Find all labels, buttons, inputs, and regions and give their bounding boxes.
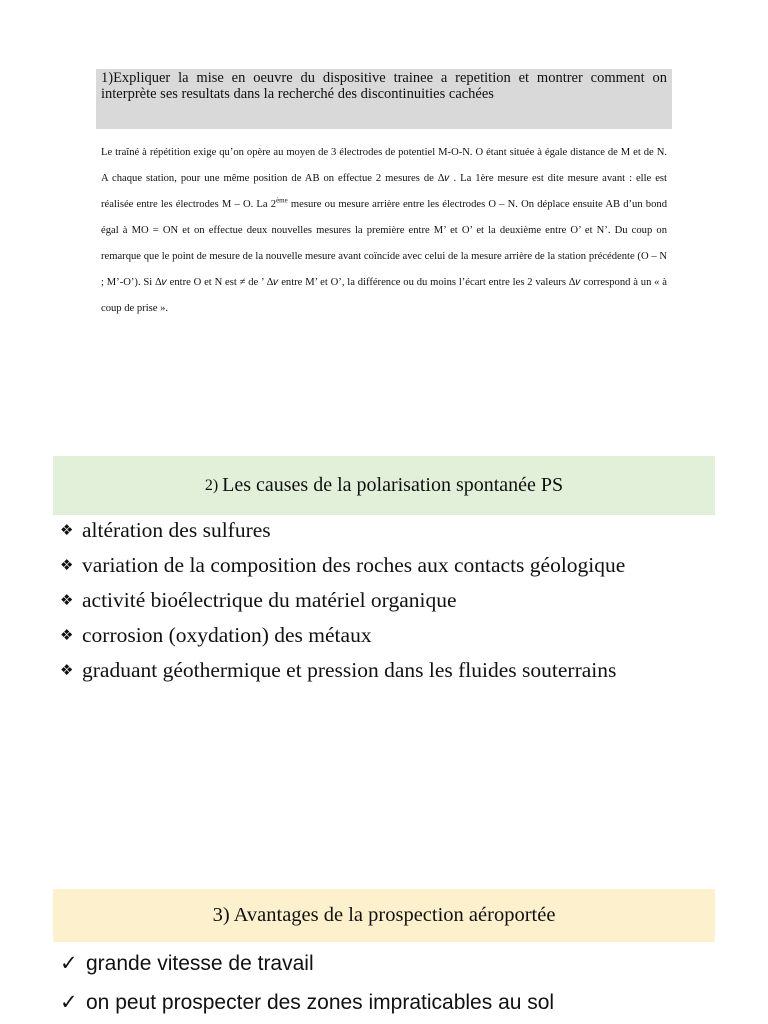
section2-title: Les causes de la polarisation spontanée PS	[222, 474, 564, 496]
diamond-bullet-icon: ❖	[60, 661, 74, 679]
section1-body-text-continued: mesure ou mesure arrière entre les électrodes O – N. On déplace ensuite AB d’un bond égal à MO = ON et on effectue deux nouvelles mesures la première entre M’ et O’ et la deuxième entre O’ et N’. Du coup on remarque que le point de mesure de la nouvelle mesure avant coïncide avec celui de la mesure arrière de la station précédente (O – N ; M’-O’). Si Δ𝑣 entre O et N est ≠ de ’ Δ𝑣 entre M’ et O’, la différence ou du moins l’écart entre les 2 valeurs Δ𝑣 correspond à un « à coup de prise ».	[101, 199, 667, 314]
list-item	[60, 551, 700, 579]
checkmark-icon: ✓	[60, 951, 78, 975]
list-item-text: activité bioélectrique du matériel organique	[82, 588, 457, 612]
list-item	[60, 983, 700, 1022]
list-item	[60, 656, 700, 684]
diamond-bullet-icon: ❖	[60, 591, 74, 609]
list-item	[60, 586, 700, 614]
section3-title: 3) Avantages de la prospection aéroportée	[212, 904, 556, 926]
list-item	[60, 944, 700, 983]
list-item-text: grande vitesse de travail	[86, 952, 314, 975]
section1-body-superscript: ème	[276, 196, 288, 205]
diamond-bullet-icon: ❖	[60, 556, 74, 574]
list-item-text: corrosion (oxydation) des métaux	[82, 623, 372, 647]
section3-heading-band	[53, 889, 715, 942]
section1-body	[101, 140, 667, 322]
section2-list	[60, 516, 700, 691]
section1-title: 1)Expliquer la mise en oeuvre du dispositive trainee a repetition et montrer comment on interprète ses resultats dans la recherché des discontinuities cachées	[101, 70, 667, 102]
diamond-bullet-icon: ❖	[60, 626, 74, 644]
list-item-text: altération des sulfures	[82, 518, 271, 542]
section2-heading-band	[53, 456, 715, 515]
diamond-bullet-icon: ❖	[60, 521, 74, 539]
list-item-text: on peut prospecter des zones impraticables au sol	[86, 991, 555, 1014]
section2-number: 2)	[204, 476, 219, 494]
section1-body-text: Le traîné à répétition exige qu’on opère au moyen de 3 électrodes de potentiel M-O-N. O étant située à égale distance de M et de N. A chaque station, pour une même position de AB on effectue 2 mesures de Δ𝑣 . La 1ère mesure est dite mesure avant : elle est réalisée entre les électrodes M – O. La 2	[101, 147, 667, 210]
list-item-text: graduant géothermique et pression dans les fluides souterrains	[82, 658, 617, 682]
list-item	[60, 516, 700, 544]
list-item-text: variation de la composition des roches aux contacts géologique	[82, 553, 626, 577]
checkmark-icon: ✓	[60, 990, 78, 1014]
section3-list	[60, 944, 700, 1022]
list-item	[60, 621, 700, 649]
